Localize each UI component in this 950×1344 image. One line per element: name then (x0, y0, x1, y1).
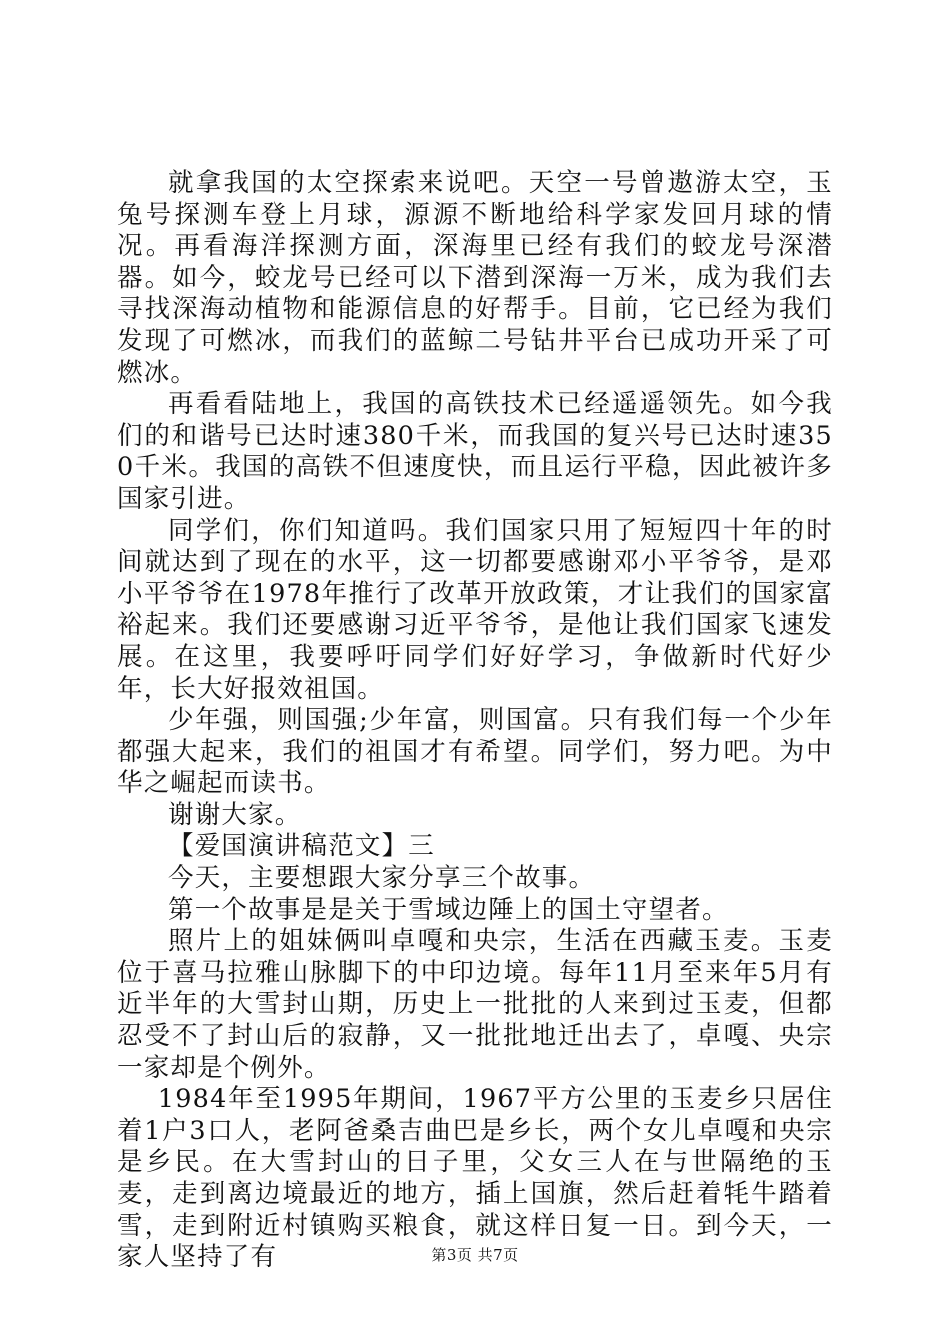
page-number-footer: 第3页 共7页 (431, 1246, 519, 1264)
paragraph-yumai-family: 1984年至1995年期间，1967平方公里的玉麦乡只居住着1户3口人，老阿爸桑吉曲巴是乡长，两个女儿卓嘎和央宗是乡民。在大雪封山的日子里，父女三人在与世隔绝的玉麦，走到离边境最近的地方，插上国旗，然后赶着牦牛踏着雪，走到附近村镇购买粮食，就这样日复一日。到今天，一家人坚持了有 (117, 1084, 833, 1273)
paragraph-high-speed-rail: 再看看陆地上，我国的高铁技术已经遥遥领先。如今我们的和谐号已达时速380千米，而我国的复兴号已达时速350千米。我国的高铁不但速度快，而且运行平稳，因此被许多国家引进。 (117, 389, 833, 514)
paragraph-sisters: 照片上的姐妹俩叫卓嘎和央宗，生活在西藏玉麦。玉麦位于喜马拉雅山脉脚下的中印边境。每年11月至来年5月有近半年的大雪封山期，历史上一批批的人来到过玉麦，但都忍受不了封山后的寂静，又一批批地迁出去了，卓嘎、央宗一家却是个例外。 (117, 926, 833, 1083)
paragraph-space-exploration: 就拿我国的太空探索来说吧。天空一号曾遨游太空，玉兔号探测车登上月球，源源不断地给科学家发回月球的情况。再看海洋探测方面，深海里已经有我们的蛟龙号深潜器。如今，蛟龙号已经可以下潜到深海一万米，成为我们去寻找深海动植物和能源信息的好帮手。目前，它已经为我们发现了可燃冰，而我们的蓝鲸二号钻井平台已成功开采了可燃冰。 (117, 168, 833, 388)
paragraph-reform-opening: 同学们，你们知道吗。我们国家只用了短短四十年的时间就达到了现在的水平，这一切都要感谢邓小平爷爷，是邓小平爷爷在1978年推行了改革开放政策，才让我们的国家富裕起来。我们还要感谢习近平爷爷，是他让我们国家飞速发展。在这里，我要呼吁同学们好好学习，争做新时代好少年，长大好报效祖国。 (117, 515, 833, 704)
paragraph-first-story: 第一个故事是是关于雪域边陲上的国土守望者。 (168, 894, 729, 925)
document-body (117, 168, 833, 1274)
section-heading: 【爱国演讲稿范文】三 (168, 831, 436, 862)
paragraph-thanks: 谢谢大家。 (168, 799, 302, 830)
paragraph-intro-stories: 今天，主要想跟大家分享三个故事。 (168, 863, 596, 894)
paragraph-youth-strong: 少年强，则国强;少年富，则国富。只有我们每一个少年都强大起来，我们的祖国才有希望。同学们，努力吧。为中华之崛起而读书。 (117, 705, 833, 799)
